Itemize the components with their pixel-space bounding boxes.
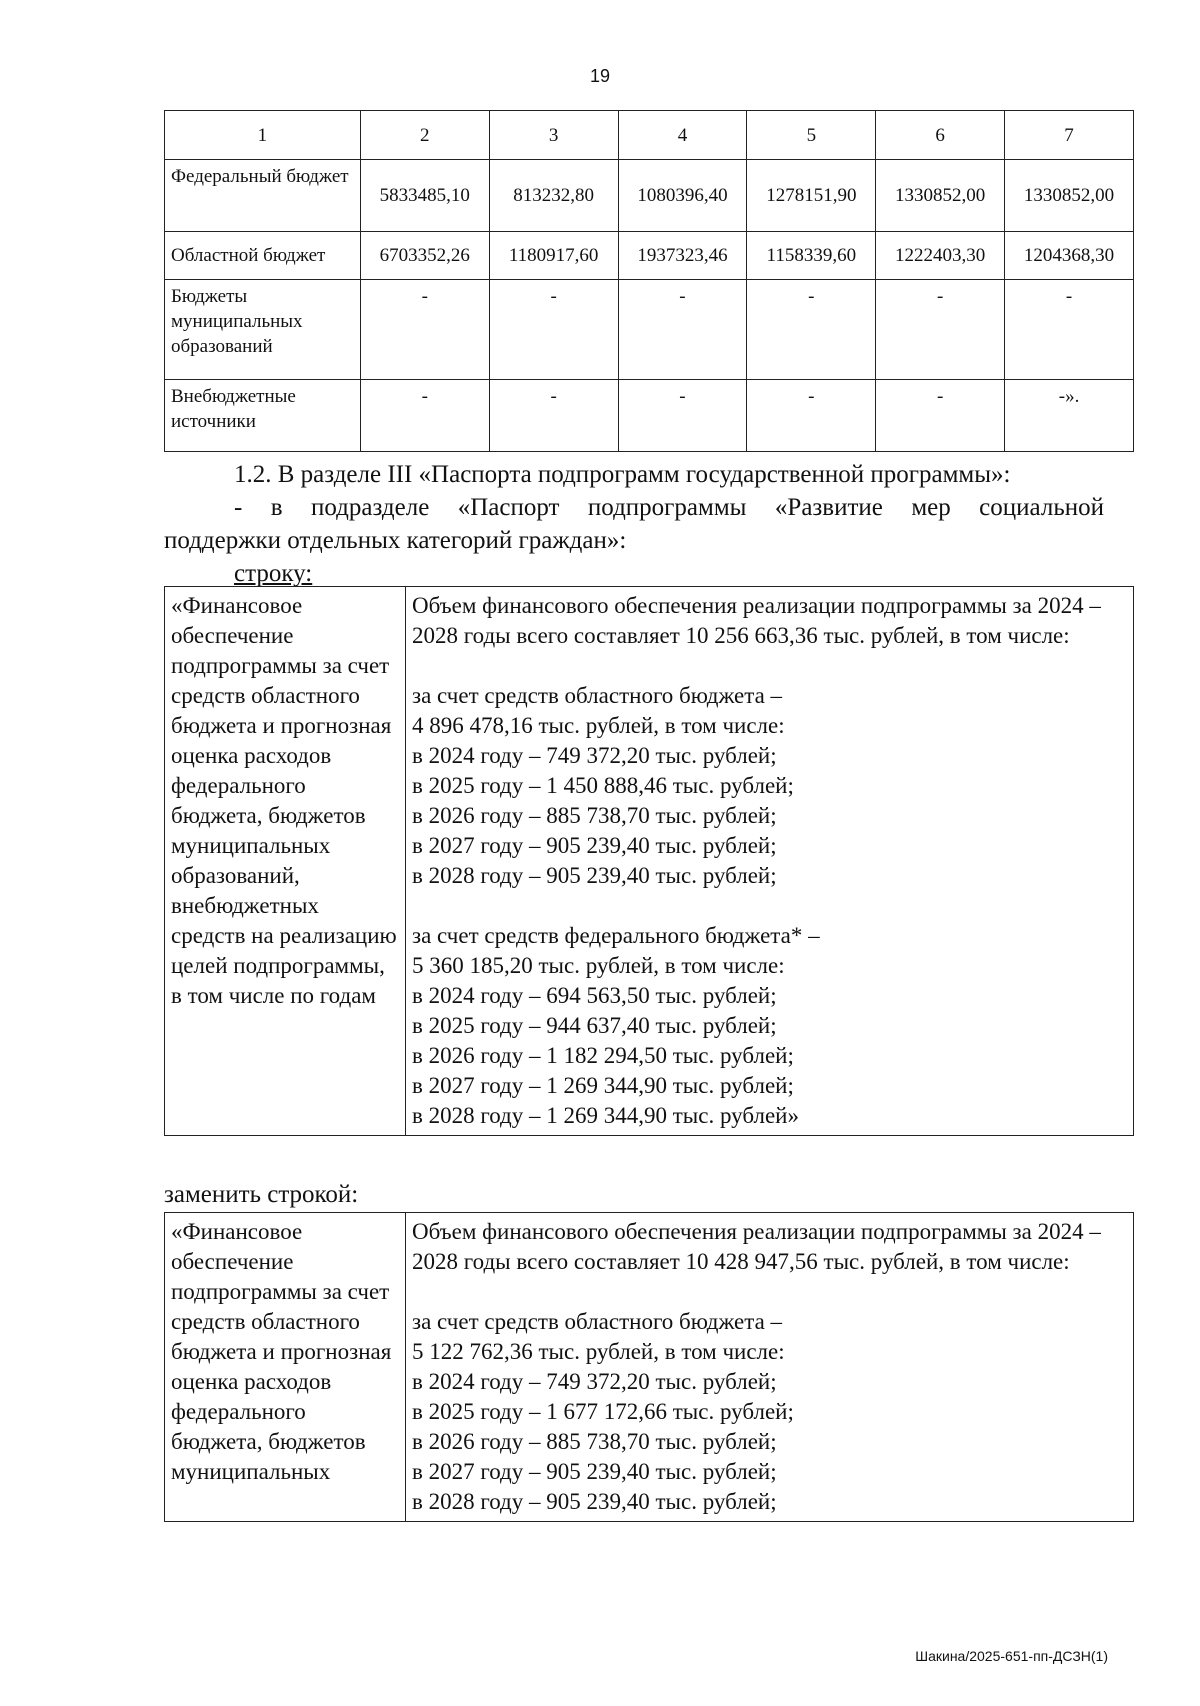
old-row-table: [164, 586, 1134, 1136]
row-label: Областной бюджет: [165, 232, 361, 280]
table-cell: 1937323,46: [618, 232, 747, 280]
year-line: в 2026 году – 1 182 294,50 тыс. рублей;: [412, 1043, 794, 1068]
column-header: 7: [1005, 111, 1134, 160]
year-line: в 2027 году – 905 239,40 тыс. рублей;: [412, 833, 777, 858]
table-cell: 1222403,30: [876, 232, 1005, 280]
year-line: в 2027 году – 905 239,40 тыс. рублей;: [412, 1459, 777, 1484]
table-cell: -: [876, 380, 1005, 452]
table-cell: -: [360, 380, 489, 452]
row-label-text: строку:: [234, 560, 313, 587]
subsection-line: - в подразделе «Паспорт подпрограммы «Развитие мер социальной: [234, 494, 1104, 521]
column-header: 3: [489, 111, 618, 160]
federal-total: 5 360 185,20 тыс. рублей, в том числе:: [412, 953, 785, 978]
regional-total: 5 122 762,36 тыс. рублей, в том числе:: [412, 1339, 785, 1364]
year-line: в 2028 году – 905 239,40 тыс. рублей;: [412, 1489, 777, 1514]
table-cell: 1278151,90: [747, 160, 876, 232]
table-row-federal: [165, 160, 1134, 232]
row-content: [406, 1213, 1134, 1522]
row-label: Федеральный бюджет: [165, 160, 361, 232]
table-cell: -: [876, 280, 1005, 380]
column-header: 6: [876, 111, 1005, 160]
replace-label: заменить строкой:: [164, 1181, 359, 1208]
year-line: в 2024 году – 694 563,50 тыс. рублей;: [412, 983, 777, 1008]
column-header: 5: [747, 111, 876, 160]
table-cell: 1330852,00: [876, 160, 1005, 232]
intro-text: Объем финансового обеспечения реализации подпрограммы за 2024 – 2028 годы всего составляет 10 428 947,56 тыс. рублей, в том числе:: [412, 1219, 1101, 1274]
table-row-extrabudgetary: [165, 380, 1134, 452]
table-cell: -: [360, 280, 489, 380]
year-line: в 2028 году – 1 269 344,90 тыс. рублей»: [412, 1103, 799, 1128]
table-row-municipal: [165, 280, 1134, 380]
year-line: в 2025 году – 1 450 888,46 тыс. рублей;: [412, 773, 794, 798]
regional-total: 4 896 478,16 тыс. рублей, в том числе:: [412, 713, 785, 738]
amendment-text: [164, 458, 1104, 590]
row-label: Бюджеты муниципальных образований: [165, 280, 361, 380]
table-cell: -: [747, 380, 876, 452]
regional-title: за счет средств областного бюджета –: [412, 683, 783, 708]
year-line: в 2026 году – 885 738,70 тыс. рублей;: [412, 1429, 777, 1454]
column-header: 1: [165, 111, 361, 160]
table-cell: -: [1005, 280, 1134, 380]
document-footer: Шакина/2025-651-пп-ДСЗН(1): [915, 1648, 1108, 1664]
row-label: «Финансовое обеспечение подпрограммы за счет средств областного бюджета и прогнозная оценка расходов федерального бюджета, бюджетов муниципальных: [165, 1213, 406, 1522]
year-line: в 2024 году – 749 372,20 тыс. рублей;: [412, 743, 777, 768]
year-line: в 2024 году – 749 372,20 тыс. рублей;: [412, 1369, 777, 1394]
table-cell: 1080396,40: [618, 160, 747, 232]
table-cell: 1158339,60: [747, 232, 876, 280]
row-label: Внебюджетные источники: [165, 380, 361, 452]
table-cell: -: [618, 380, 747, 452]
table-cell: 6703352,26: [360, 232, 489, 280]
column-header: 2: [360, 111, 489, 160]
year-line: в 2025 году – 944 637,40 тыс. рублей;: [412, 1013, 777, 1038]
table-cell: 813232,80: [489, 160, 618, 232]
table-cell: 1180917,60: [489, 232, 618, 280]
row-label: «Финансовое обеспечение подпрограммы за счет средств областного бюджета и прогнозная оценка расходов федерального бюджета, бюджетов муниципальных образований, внебюджетных средств на реализацию целей подпрограммы, в том числе по годам: [165, 587, 406, 1136]
year-line: в 2026 году – 885 738,70 тыс. рублей;: [412, 803, 777, 828]
table-cell: 1204368,30: [1005, 232, 1134, 280]
table-cell: 1330852,00: [1005, 160, 1134, 232]
column-header: 4: [618, 111, 747, 160]
year-line: в 2025 году – 1 677 172,66 тыс. рублей;: [412, 1399, 794, 1424]
table-header-row: [165, 111, 1134, 160]
year-line: в 2028 году – 905 239,40 тыс. рублей;: [412, 863, 777, 888]
table-cell: -: [747, 280, 876, 380]
table-row-regional: [165, 232, 1134, 280]
row-content: [406, 587, 1134, 1136]
table-cell: -».: [1005, 380, 1134, 452]
new-row-table: [164, 1212, 1134, 1522]
table-cell: -: [489, 380, 618, 452]
budget-table: [164, 110, 1134, 452]
year-line: в 2027 году – 1 269 344,90 тыс. рублей;: [412, 1073, 794, 1098]
page-number: 19: [589, 66, 611, 86]
table-cell: -: [489, 280, 618, 380]
intro-text: Объем финансового обеспечения реализации подпрограммы за 2024 – 2028 годы всего составляет 10 256 663,36 тыс. рублей, в том числе:: [412, 593, 1101, 648]
subsection-line: поддержки отдельных категорий граждан»:: [164, 527, 627, 554]
federal-title: за счет средств федерального бюджета* –: [412, 923, 820, 948]
regional-title: за счет средств областного бюджета –: [412, 1309, 783, 1334]
section-heading: 1.2. В разделе III «Паспорта подпрограмм государственной программы»:: [234, 461, 1011, 488]
table-cell: -: [618, 280, 747, 380]
table-cell: 5833485,10: [360, 160, 489, 232]
